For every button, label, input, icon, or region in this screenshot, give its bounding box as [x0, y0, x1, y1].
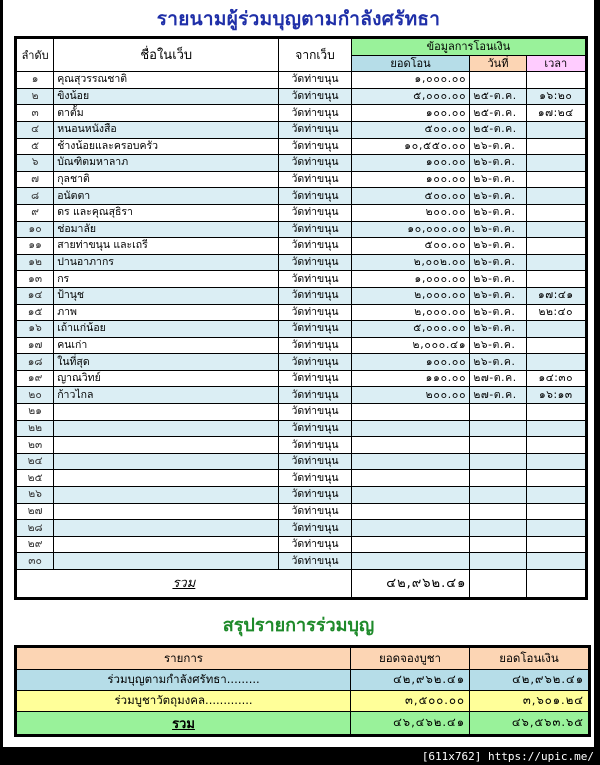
transfer-time [526, 121, 586, 138]
transfer-amount: ๕๐๐.๐๐ [351, 188, 470, 205]
donor-name: อนัตตา [54, 188, 279, 205]
donor-source: วัดท่าขนุน [279, 287, 351, 304]
donor-source: วัดท่าขนุน [279, 121, 351, 138]
donor-source: วัดท่าขนุน [279, 254, 351, 271]
summary-transferred: ๓,๖๐๑.๒๔ [470, 691, 590, 712]
transfer-time: ๑๖:๑๓ [526, 387, 586, 404]
transfer-time [526, 337, 586, 354]
transfer-time [526, 453, 586, 470]
transfer-time [526, 321, 586, 338]
row-number: ๒๔ [16, 453, 54, 470]
transfer-time [526, 221, 586, 238]
table-row [16, 420, 587, 437]
transfer-amount: ๒๐๐.๐๐ [351, 204, 470, 221]
summary-item: ร่วมบูชาวัตถุมงคล............. [16, 691, 351, 712]
transfer-time [526, 354, 586, 371]
transfer-date: ๒๕-ต.ค. [470, 88, 526, 105]
row-number: ๓๐ [16, 553, 54, 570]
row-number: ๒๐ [16, 387, 54, 404]
row-number: ๑๓ [16, 271, 54, 288]
row-number: ๑๕ [16, 304, 54, 321]
donor-source: วัดท่าขนุน [279, 271, 351, 288]
summary-header-row [16, 647, 590, 670]
donor-source: วัดท่าขนุน [279, 138, 351, 155]
header-no: ลำดับ [16, 38, 54, 72]
header-amount: ยอดโอน [351, 55, 470, 72]
transfer-amount: ๑,๐๐๐.๐๐ [351, 72, 470, 89]
transfer-amount: ๕๐๐.๐๐ [351, 238, 470, 255]
table-row [16, 453, 587, 470]
transfer-time: ๑๗:๒๔ [526, 105, 586, 122]
transfer-date: ๒๖-ต.ค. [470, 271, 526, 288]
transfer-amount: ๒๐๐.๐๐ [351, 387, 470, 404]
summary-title: สรุปรายการร่วมบุญ [222, 615, 375, 636]
table-row [16, 487, 587, 504]
donor-name [54, 503, 279, 520]
transfer-amount: ๑๐๐.๐๐ [351, 354, 470, 371]
total-label: รวม [16, 570, 352, 599]
transfer-date [470, 553, 526, 570]
donor-name: กุลชาติ [54, 171, 279, 188]
table-row [16, 188, 587, 205]
table-row [16, 271, 587, 288]
donor-name: ตาตั้ม [54, 105, 279, 122]
donor-name: ภาพ [54, 304, 279, 321]
transfer-amount: ๑๐๐.๐๐ [351, 171, 470, 188]
transfer-date: ๒๖-ต.ค. [470, 221, 526, 238]
table-row [16, 287, 587, 304]
transfer-time [526, 204, 586, 221]
transfer-time: ๒๒:๔๐ [526, 304, 586, 321]
donor-table [14, 36, 588, 600]
table-row [16, 321, 587, 338]
table-row [16, 138, 587, 155]
summary-total-transferred: ๔๖,๕๖๓.๖๕ [470, 712, 590, 736]
donor-source: วัดท่าขนุน [279, 553, 351, 570]
header-transfer-info: ข้อมูลการโอนเงิน [351, 38, 586, 56]
donor-name [54, 437, 279, 454]
table-row [16, 238, 587, 255]
row-number: ๑๔ [16, 287, 54, 304]
donor-source: วัดท่าขนุน [279, 370, 351, 387]
transfer-time [526, 254, 586, 271]
transfer-time [526, 72, 586, 89]
table-row [16, 155, 587, 172]
transfer-amount [351, 470, 470, 487]
table-row [16, 470, 587, 487]
donor-name: ปานอาภากร [54, 254, 279, 271]
transfer-time [526, 503, 586, 520]
row-number: ๑๐ [16, 221, 54, 238]
total-date-blank [470, 570, 526, 599]
transfer-amount [351, 553, 470, 570]
transfer-time [526, 536, 586, 553]
transfer-date: ๒๖-ต.ค. [470, 321, 526, 338]
transfer-date [470, 503, 526, 520]
total-amount: ๔๒,๙๖๒.๔๑ [351, 570, 470, 599]
row-number: ๒๙ [16, 536, 54, 553]
donor-name: ช้างน้อยและครอบครัว [54, 138, 279, 155]
donor-name: ดร และคุณสุธิรา [54, 204, 279, 221]
summary-pledged: ๓,๕๐๐.๐๐ [351, 691, 470, 712]
table-row [16, 387, 587, 404]
donor-name [54, 536, 279, 553]
transfer-amount [351, 420, 470, 437]
table-row [16, 503, 587, 520]
row-number: ๒๗ [16, 503, 54, 520]
donor-name: เถ้าแก่น้อย [54, 321, 279, 338]
row-number: ๖ [16, 155, 54, 172]
donor-source: วัดท่าขนุน [279, 304, 351, 321]
transfer-time [526, 520, 586, 537]
summary-pledged: ๔๒,๙๖๒.๔๑ [351, 670, 470, 691]
transfer-date: ๒๕-ต.ค. [470, 105, 526, 122]
donor-name [54, 404, 279, 421]
donor-name: ในที่สุด [54, 354, 279, 371]
transfer-date: ๒๖-ต.ค. [470, 337, 526, 354]
transfer-amount: ๒,๐๐๐.๐๐ [351, 287, 470, 304]
transfer-date [470, 453, 526, 470]
summary-item: ร่วมบุญตามกำลังศรัทธา......... [16, 670, 351, 691]
summary-total-row [16, 712, 590, 736]
donor-name: สายท่าขนุน และเถรี [54, 238, 279, 255]
transfer-time: ๑๖:๒๐ [526, 88, 586, 105]
donor-name [54, 453, 279, 470]
donor-source: วัดท่าขนุน [279, 155, 351, 172]
transfer-amount [351, 487, 470, 504]
row-number: ๒๒ [16, 420, 54, 437]
donor-name: กร [54, 271, 279, 288]
transfer-amount: ๑๐๐.๐๐ [351, 105, 470, 122]
table-row [16, 254, 587, 271]
summary-header-pledged: ยอดจองบูชา [351, 647, 470, 670]
donor-name: ป้านุช [54, 287, 279, 304]
transfer-date: ๒๖-ต.ค. [470, 138, 526, 155]
donor-name [54, 470, 279, 487]
transfer-time [526, 155, 586, 172]
row-number: ๓ [16, 105, 54, 122]
transfer-time: ๑๔:๓๐ [526, 370, 586, 387]
donor-source: วัดท่าขนุน [279, 503, 351, 520]
transfer-date [470, 420, 526, 437]
donor-name: หนอนหนังสือ [54, 121, 279, 138]
donor-source: วัดท่าขนุน [279, 536, 351, 553]
table-row [16, 520, 587, 537]
total-row [16, 570, 587, 599]
transfer-date: ๒๖-ต.ค. [470, 155, 526, 172]
donor-name: บัณฑิตมหาลาภ [54, 155, 279, 172]
transfer-amount: ๒,๐๐๐.๔๑ [351, 337, 470, 354]
donor-name [54, 520, 279, 537]
summary-total-label-text: รวม [172, 716, 195, 732]
transfer-amount [351, 453, 470, 470]
row-number: ๒๕ [16, 470, 54, 487]
donor-source: วัดท่าขนุน [279, 171, 351, 188]
table-row [16, 370, 587, 387]
transfer-date: ๒๖-ต.ค. [470, 204, 526, 221]
summary-total-pledged: ๔๖,๔๖๒.๔๑ [351, 712, 470, 736]
donor-name: คุณสุวรรณชาติ [54, 72, 279, 89]
row-number: ๕ [16, 138, 54, 155]
donor-source: วัดท่าขนุน [279, 72, 351, 89]
table-row [16, 221, 587, 238]
transfer-date: ๒๖-ต.ค. [470, 188, 526, 205]
transfer-time [526, 138, 586, 155]
transfer-time [526, 470, 586, 487]
donor-source: วัดท่าขนุน [279, 238, 351, 255]
summary-total-label [16, 712, 351, 736]
row-number: ๒๖ [16, 487, 54, 504]
donor-source: วัดท่าขนุน [279, 437, 351, 454]
table-row [16, 171, 587, 188]
donor-name [54, 420, 279, 437]
transfer-amount [351, 503, 470, 520]
donor-source: วัดท่าขนุน [279, 387, 351, 404]
summary-header-item: รายการ [16, 647, 351, 670]
transfer-amount: ๑๐๐.๐๐ [351, 155, 470, 172]
transfer-date: ๒๖-ต.ค. [470, 254, 526, 271]
row-number: ๒๑ [16, 404, 54, 421]
donor-source: วัดท่าขนุน [279, 204, 351, 221]
row-number: ๙ [16, 204, 54, 221]
row-number: ๒๘ [16, 520, 54, 537]
header-name: ชื่อในเว็บ [54, 38, 279, 72]
donor-name: ก้าวไกล [54, 387, 279, 404]
table-row [16, 304, 587, 321]
donor-name: ขิงน้อย [54, 88, 279, 105]
donor-name: ช่อมาลัย [54, 221, 279, 238]
donor-source: วัดท่าขนุน [279, 321, 351, 338]
header-source: จากเว็บ [279, 38, 351, 72]
row-number: ๑๑ [16, 238, 54, 255]
donor-name [54, 487, 279, 504]
transfer-amount: ๑๐,๐๐๐.๐๐ [351, 221, 470, 238]
summary-row [16, 691, 590, 712]
watermark: [611x762] https://upic.me/ [421, 750, 594, 763]
transfer-amount [351, 536, 470, 553]
summary-header-transferred: ยอดโอนเงิน [470, 647, 590, 670]
donor-source: วัดท่าขนุน [279, 487, 351, 504]
transfer-amount: ๑๑๐.๐๐ [351, 370, 470, 387]
transfer-time [526, 238, 586, 255]
transfer-date: ๒๖-ต.ค. [470, 304, 526, 321]
row-number: ๑๘ [16, 354, 54, 371]
table-row [16, 204, 587, 221]
page-title: รายนามผู้ร่วมบุญตามกำลังศรัทธา [156, 8, 441, 30]
summary-row [16, 670, 590, 691]
donor-name [54, 553, 279, 570]
row-number: ๒ [16, 88, 54, 105]
transfer-date [470, 487, 526, 504]
row-number: ๑๖ [16, 321, 54, 338]
table-row [16, 121, 587, 138]
donor-name: คนเก่า [54, 337, 279, 354]
table-row [16, 536, 587, 553]
transfer-date: ๒๗-ต.ค. [470, 370, 526, 387]
donor-source: วัดท่าขนุน [279, 221, 351, 238]
transfer-date: ๒๗-ต.ค. [470, 387, 526, 404]
transfer-date: ๒๖-ต.ค. [470, 287, 526, 304]
table-row [16, 337, 587, 354]
table-row [16, 72, 587, 89]
donor-source: วัดท่าขนุน [279, 470, 351, 487]
transfer-date: ๒๕-ต.ค. [470, 121, 526, 138]
row-number: ๑๙ [16, 370, 54, 387]
donor-source: วัดท่าขนุน [279, 105, 351, 122]
total-time-blank [526, 570, 586, 599]
transfer-date [470, 470, 526, 487]
transfer-date [470, 536, 526, 553]
row-number: ๔ [16, 121, 54, 138]
transfer-amount [351, 404, 470, 421]
table-row [16, 404, 587, 421]
transfer-amount: ๕,๐๐๐.๐๐ [351, 321, 470, 338]
row-number: ๑ [16, 72, 54, 89]
donor-rows [16, 72, 587, 570]
donor-source: วัดท่าขนุน [279, 520, 351, 537]
transfer-amount: ๕,๐๐๐.๐๐ [351, 88, 470, 105]
transfer-amount: ๑๐,๕๕๐.๐๐ [351, 138, 470, 155]
donor-source: วัดท่าขนุน [279, 88, 351, 105]
document-page [3, 0, 594, 747]
table-row [16, 553, 587, 570]
transfer-time [526, 404, 586, 421]
transfer-time [526, 171, 586, 188]
donor-name: ญาณวิทย์ [54, 370, 279, 387]
transfer-date [470, 520, 526, 537]
transfer-time [526, 553, 586, 570]
donor-source: วัดท่าขนุน [279, 404, 351, 421]
transfer-date: ๒๖-ต.ค. [470, 354, 526, 371]
transfer-date: ๒๖-ต.ค. [470, 171, 526, 188]
donor-source: วัดท่าขนุน [279, 337, 351, 354]
transfer-date [470, 72, 526, 89]
transfer-date [470, 404, 526, 421]
transfer-amount: ๑,๐๐๐.๐๐ [351, 271, 470, 288]
transfer-time [526, 420, 586, 437]
transfer-amount: ๕๐๐.๐๐ [351, 121, 470, 138]
donor-source: วัดท่าขนุน [279, 453, 351, 470]
transfer-date [470, 437, 526, 454]
transfer-time: ๑๗:๔๑ [526, 287, 586, 304]
table-row [16, 88, 587, 105]
summary-transferred: ๔๒,๙๖๒.๔๑ [470, 670, 590, 691]
transfer-amount: ๒,๐๐๒.๐๐ [351, 254, 470, 271]
header-time: เวลา [526, 55, 586, 72]
table-row [16, 354, 587, 371]
donor-source: วัดท่าขนุน [279, 188, 351, 205]
transfer-amount: ๒,๐๐๐.๐๐ [351, 304, 470, 321]
transfer-time [526, 487, 586, 504]
donor-source: วัดท่าขนุน [279, 354, 351, 371]
row-number: ๒๓ [16, 437, 54, 454]
row-number: ๑๒ [16, 254, 54, 271]
transfer-time [526, 271, 586, 288]
transfer-amount [351, 520, 470, 537]
table-row [16, 437, 587, 454]
transfer-date: ๒๖-ต.ค. [470, 238, 526, 255]
row-number: ๑๗ [16, 337, 54, 354]
transfer-time [526, 188, 586, 205]
row-number: ๗ [16, 171, 54, 188]
transfer-amount [351, 437, 470, 454]
row-number: ๘ [16, 188, 54, 205]
transfer-time [526, 437, 586, 454]
header-date: วันที่ [470, 55, 526, 72]
table-row [16, 105, 587, 122]
summary-table [14, 645, 591, 737]
donor-source: วัดท่าขนุน [279, 420, 351, 437]
